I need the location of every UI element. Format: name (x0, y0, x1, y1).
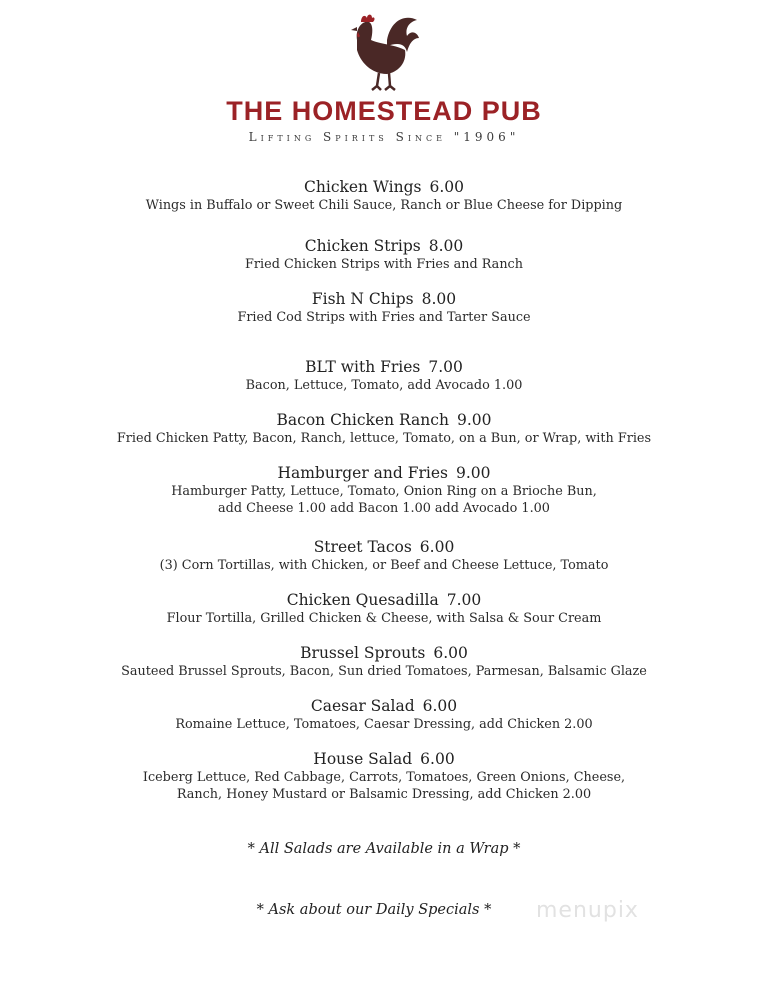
rooster-icon (347, 10, 421, 92)
menu-item (0, 697, 768, 733)
menu-item (0, 178, 768, 214)
item-description: Romaine Lettuce, Tomatoes, Caesar Dressing, add Chicken 2.00 (175, 717, 593, 732)
item-description: Hamburger Patty, Lettuce, Tomato, Onion Ring on a Brioche Bun, (171, 484, 597, 499)
item-name: Caesar Salad (310, 697, 415, 715)
item-price: 6.00 (419, 538, 455, 556)
menu-item (0, 411, 768, 447)
item-description: Sauteed Brussel Sprouts, Bacon, Sun dried Tomatoes, Parmesan, Balsamic Glaze (121, 664, 647, 679)
item-description: Wings in Buffalo or Sweet Chili Sauce, Ranch or Blue Cheese for Dipping (145, 198, 623, 213)
item-name: House Salad (313, 750, 413, 768)
menu-item (0, 750, 768, 803)
menu-item (0, 644, 768, 680)
pub-logo (0, 10, 768, 144)
item-name: Brussel Sprouts (300, 644, 426, 662)
salads-wrap-note: * All Salads are Available in a Wrap * (247, 841, 521, 857)
menupix-watermark: menupix (536, 898, 639, 923)
item-name: BLT with Fries (305, 358, 421, 376)
item-price: 6.00 (433, 644, 468, 662)
menu-item (0, 591, 768, 627)
item-description: add Cheese 1.00 add Bacon 1.00 add Avocado 1.00 (218, 501, 550, 516)
item-price: 7.00 (428, 358, 463, 376)
item-name: Chicken Quesadilla (286, 591, 439, 609)
item-price: 9.00 (456, 411, 492, 429)
item-description: Flour Tortilla, Grilled Chicken & Cheese, with Salsa & Sour Cream (166, 611, 602, 626)
item-description: (3) Corn Tortillas, with Chicken, or Beef and Cheese Lettuce, Tomato (159, 558, 609, 573)
pub-name: THE HOMESTEAD PUB (226, 96, 542, 126)
item-description: Fried Chicken Patty, Bacon, Ranch, lettuce, Tomato, on a Bun, or Wrap, with Fries (116, 431, 652, 446)
daily-specials-note: * Ask about our Daily Specials * (256, 902, 492, 918)
item-price: 6.00 (422, 697, 458, 715)
item-price: 8.00 (421, 290, 457, 308)
item-name: Fish N Chips (311, 290, 414, 308)
item-name: Chicken Strips (304, 237, 421, 255)
tagline: Lifting Spirits Since "1906" (248, 130, 520, 144)
menu-item (0, 538, 768, 574)
item-description: Bacon, Lettuce, Tomato, add Avocado 1.00 (245, 378, 523, 393)
item-description: Iceberg Lettuce, Red Cabbage, Carrots, Tomatoes, Green Onions, Cheese, (142, 770, 626, 785)
item-price: 8.00 (428, 237, 464, 255)
item-price: 6.00 (420, 750, 455, 768)
menu-item (0, 237, 768, 273)
item-description: Fried Chicken Strips with Fries and Ranch (245, 257, 523, 272)
menu-item (0, 464, 768, 517)
item-name: Hamburger and Fries (277, 464, 448, 482)
item-price: 6.00 (429, 178, 464, 196)
item-name: Street Tacos (313, 538, 412, 556)
item-name: Chicken Wings (304, 178, 422, 196)
menu-item (0, 358, 768, 394)
item-price: 7.00 (446, 591, 482, 609)
item-name: Bacon Chicken Ranch (276, 411, 449, 429)
item-price: 9.00 (456, 464, 491, 482)
menu-item (0, 290, 768, 326)
item-description: Ranch, Honey Mustard or Balsamic Dressing, add Chicken 2.00 (176, 787, 592, 802)
item-description: Fried Cod Strips with Fries and Tarter Sauce (237, 310, 531, 325)
